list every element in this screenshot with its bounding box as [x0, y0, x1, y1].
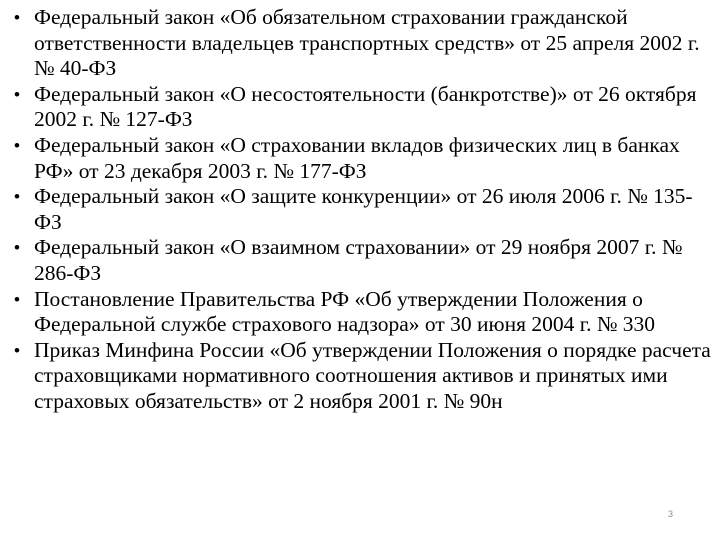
bullet-icon: •: [14, 238, 20, 258]
list-item-text: Федеральный закон «О страховании вкладов физических лиц в банках РФ» от 23 декабря 2003 г. № 177-ФЗ: [34, 132, 680, 183]
list-item-text: Федеральный закон «О взаимном страховании» от 29 ноября 2007 г. № 286-ФЗ: [34, 235, 683, 285]
bullet-icon: •: [14, 135, 20, 155]
list-item: [14, 235, 718, 286]
list-item: [14, 287, 718, 338]
list-item: [14, 338, 718, 415]
legal-acts-list: [14, 5, 718, 415]
bullet-icon: •: [14, 187, 20, 207]
list-item-text: Постановление Правительства РФ «Об утверждении Положения о Федеральной службе страхового надзора» от 30 июня 2004 г. № 330: [34, 286, 655, 337]
page-number: 3: [668, 509, 674, 519]
bullet-icon: •: [14, 289, 20, 309]
list-item: [14, 184, 718, 235]
list-item-text: Федеральный закон «О защите конкуренции» от 26 июля 2006 г. № 135-ФЗ: [34, 184, 693, 234]
list-item-text: Федеральный закон «О несостоятельности (банкротстве)» от 26 октября 2002 г. № 127-ФЗ: [34, 81, 697, 132]
list-item: [14, 82, 718, 133]
list-item: [14, 5, 718, 82]
bullet-icon: •: [14, 340, 20, 360]
list-item-text: Приказ Минфина России «Об утверждении Положения о порядке расчета страховщиками нормативного соотношения активов и принятых ими страховых обязательств» от 2 ноября 2001 г. № 90н: [34, 337, 711, 413]
list-item: [14, 133, 718, 184]
list-item-text: Федеральный закон «Об обязательном страховании гражданской ответственности владельцев транспортных средств» от 25 апреля 2002 г. № 40-ФЗ: [34, 5, 700, 81]
bullet-icon: •: [14, 84, 20, 104]
bullet-icon: •: [14, 8, 20, 27]
